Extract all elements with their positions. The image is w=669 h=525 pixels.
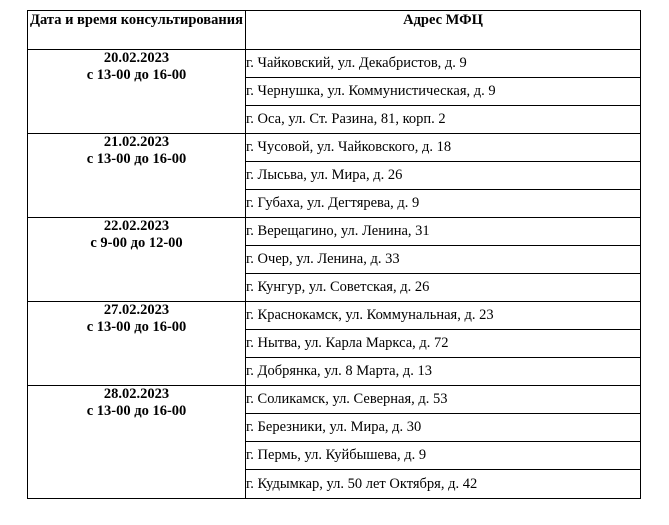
consultation-time: с 13-00 до 16-00 [86,67,187,83]
mfc-address: г. Губаха, ул. Дегтярева, д. 9 [246,190,641,218]
consultation-schedule-table [27,10,641,499]
table-row [28,218,641,246]
header-address: Адрес МФЦ [246,11,641,50]
date-time-cell [28,218,246,302]
mfc-address: г. Верещагино, ул. Ленина, 31 [246,218,641,246]
consultation-time: с 9-00 до 12-00 [90,235,183,251]
consultation-time: с 13-00 до 16-00 [86,403,187,419]
date-time-cell [28,50,246,134]
consultation-date: 22.02.2023 [103,218,170,234]
mfc-address: г. Очер, ул. Ленина, д. 33 [246,246,641,274]
table-row [28,302,641,330]
mfc-address: г. Добрянка, ул. 8 Марта, д. 13 [246,358,641,386]
consultation-date: 20.02.2023 [103,50,170,66]
mfc-address: г. Березники, ул. Мира, д. 30 [246,414,641,442]
consultation-date: 28.02.2023 [103,386,170,402]
mfc-address: г. Соликамск, ул. Северная, д. 53 [246,386,641,414]
table-body [28,50,641,499]
date-time-cell [28,302,246,386]
table-row [28,134,641,162]
mfc-address: г. Оса, ул. Ст. Разина, 81, корп. 2 [246,106,641,134]
table-row [28,386,641,414]
table-row [28,50,641,78]
mfc-address: г. Нытва, ул. Карла Маркса, д. 72 [246,330,641,358]
consultation-date: 21.02.2023 [103,134,170,150]
mfc-address: г. Кунгур, ул. Советская, д. 26 [246,274,641,302]
mfc-address: г. Чусовой, ул. Чайковского, д. 18 [246,134,641,162]
header-date-time: Дата и время консультирования [28,11,246,50]
mfc-address: г. Краснокамск, ул. Коммунальная, д. 23 [246,302,641,330]
table-header-row [28,11,641,50]
mfc-address: г. Лысьва, ул. Мира, д. 26 [246,162,641,190]
mfc-address: г. Чернушка, ул. Коммунистическая, д. 9 [246,78,641,106]
mfc-address: г. Пермь, ул. Куйбышева, д. 9 [246,442,641,470]
mfc-address: г. Чайковский, ул. Декабристов, д. 9 [246,50,641,78]
date-time-cell [28,386,246,499]
date-time-cell [28,134,246,218]
consultation-time: с 13-00 до 16-00 [86,319,187,335]
consultation-time: с 13-00 до 16-00 [86,151,187,167]
consultation-date: 27.02.2023 [103,302,170,318]
mfc-address: г. Кудымкар, ул. 50 лет Октября, д. 42 [246,470,641,499]
